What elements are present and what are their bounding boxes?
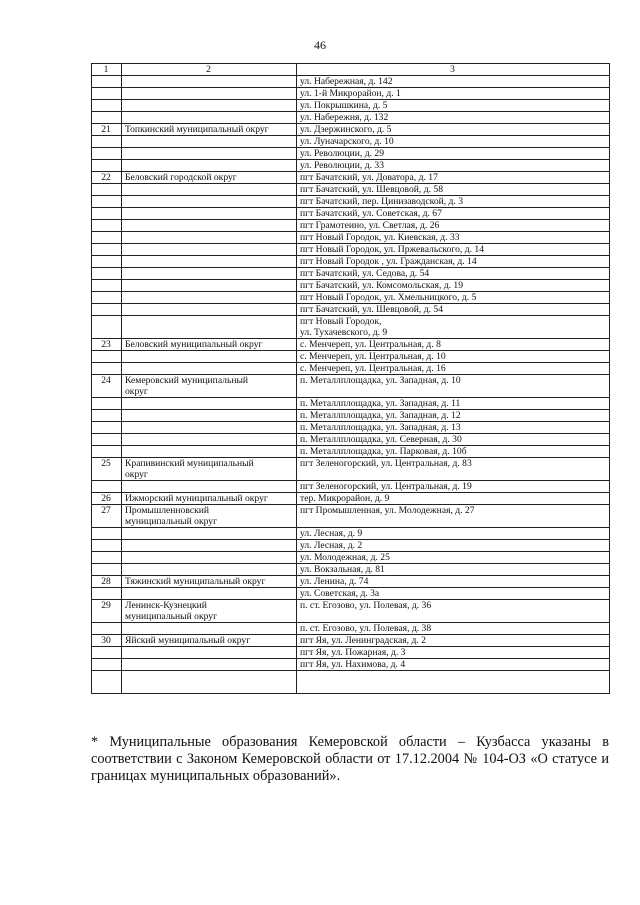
table-row — [92, 481, 610, 493]
district-cell — [122, 422, 297, 434]
district-name: Кемеровский муниципальный — [125, 375, 249, 386]
table-row — [92, 363, 610, 375]
table-row — [92, 446, 610, 458]
address-text: тер. Микрорайон, д. 9 — [300, 493, 390, 504]
district-cell — [122, 88, 297, 100]
district-cell — [122, 280, 297, 292]
district-cell — [122, 112, 297, 124]
district-cell — [122, 528, 297, 540]
address-cell — [297, 363, 610, 375]
row-number: 22 — [92, 172, 122, 184]
district-cell — [122, 304, 297, 316]
district-cell — [122, 339, 297, 351]
row-number — [92, 304, 122, 316]
district-cell — [122, 635, 297, 647]
table-row — [92, 659, 610, 671]
district-cell — [122, 647, 297, 659]
table-row — [92, 434, 610, 446]
header-col-1: 1 — [92, 64, 122, 76]
table-row — [92, 148, 610, 160]
address-cell — [297, 304, 610, 316]
address-text: пгт Бачатский, ул. Доватора, д. 17 — [300, 172, 438, 183]
address-cell — [297, 458, 610, 481]
district-name: Топкинский муниципальный округ — [125, 124, 269, 135]
row-number — [92, 136, 122, 148]
district-cell — [122, 659, 297, 671]
address-cell — [297, 220, 610, 232]
address-text: с. Менчереп, ул. Центральная, д. 10 — [300, 351, 446, 362]
district-cell — [122, 256, 297, 268]
row-number — [92, 268, 122, 280]
district-cell — [122, 351, 297, 363]
district-cell — [122, 100, 297, 112]
district-cell — [122, 160, 297, 172]
district-name: Беловский муниципальный округ — [125, 339, 263, 350]
row-number — [92, 540, 122, 552]
district-cell — [122, 576, 297, 588]
table-row — [92, 316, 610, 339]
row-number — [92, 588, 122, 600]
district-cell — [122, 458, 297, 481]
address-cell — [297, 600, 610, 623]
table-row — [92, 600, 610, 623]
table-row — [92, 184, 610, 196]
address-cell — [297, 623, 610, 635]
address-text: ул. Молодежная, д. 25 — [300, 552, 390, 563]
district-cell — [122, 600, 297, 623]
row-number — [92, 564, 122, 576]
address-text: пгт Бачатский, пер. Цинизаводской, д. 3 — [300, 196, 464, 207]
address-text: п. Металлплощадка, ул. Северная, д. 30 — [300, 434, 462, 445]
address-text: пгт Бачатский, ул. Советская, д. 67 — [300, 208, 442, 219]
table-row — [92, 88, 610, 100]
address-cell — [297, 410, 610, 422]
row-number — [92, 184, 122, 196]
address-cell — [297, 112, 610, 124]
district-name-cont: муниципальный округ — [125, 516, 218, 527]
address-cell — [297, 434, 610, 446]
table-row — [92, 410, 610, 422]
address-text: пгт Бачатский, ул. Комсомольская, д. 19 — [300, 280, 464, 291]
district-name: Ленинск-Кузнецкий — [125, 600, 207, 611]
address-text: пгт Бачатский, ул. Шевцовой, д. 58 — [300, 184, 443, 195]
address-cell — [297, 232, 610, 244]
address-cell — [297, 124, 610, 136]
table-row — [92, 208, 610, 220]
header-row — [92, 64, 610, 76]
row-number: 30 — [92, 635, 122, 647]
address-cell — [297, 481, 610, 493]
address-cell — [297, 351, 610, 363]
district-cell — [122, 232, 297, 244]
row-number — [92, 244, 122, 256]
row-number — [92, 112, 122, 124]
district-cell — [122, 124, 297, 136]
table-row — [92, 671, 610, 694]
table-row — [92, 172, 610, 184]
row-number — [92, 351, 122, 363]
table-row — [92, 647, 610, 659]
row-number — [92, 434, 122, 446]
district-cell — [122, 375, 297, 398]
row-number — [92, 196, 122, 208]
address-text: пгт Зеленогорский, ул. Центральная, д. 19 — [300, 481, 472, 492]
table-row — [92, 458, 610, 481]
address-text: пгт Новый Городок, — [300, 316, 382, 327]
address-text: пгт Яя, ул. Пожарная, д. 3 — [300, 647, 406, 658]
address-cell — [297, 268, 610, 280]
district-name: Крапивинский муниципальный — [125, 458, 254, 469]
table-row — [92, 256, 610, 268]
address-cell — [297, 576, 610, 588]
row-number: 29 — [92, 600, 122, 623]
district-name-cont: округ — [125, 386, 148, 397]
district-cell — [122, 76, 297, 88]
address-cell — [297, 659, 610, 671]
district-cell — [122, 136, 297, 148]
row-number — [92, 623, 122, 635]
address-cell — [297, 280, 610, 292]
row-number — [92, 481, 122, 493]
table-row — [92, 220, 610, 232]
address-text: п. Металлплощадка, ул. Западная, д. 10 — [300, 375, 461, 386]
header-col-3: 3 — [297, 64, 610, 76]
address-text: п. ст. Егозово, ул. Полевая, д. 36 — [300, 600, 432, 611]
table-row — [92, 623, 610, 635]
row-number — [92, 316, 122, 339]
address-cell — [297, 339, 610, 351]
row-number — [92, 363, 122, 375]
address-cell — [297, 208, 610, 220]
address-text: ул. Вокзальная, д. 81 — [300, 564, 385, 575]
row-number — [92, 100, 122, 112]
district-cell — [122, 184, 297, 196]
district-cell — [122, 208, 297, 220]
address-text: п. Металлплощадка, ул. Западная, д. 12 — [300, 410, 461, 421]
table-row — [92, 351, 610, 363]
table-row — [92, 552, 610, 564]
table-row — [92, 588, 610, 600]
row-number — [92, 292, 122, 304]
table-row — [92, 339, 610, 351]
district-name-cont: округ — [125, 469, 148, 480]
row-number — [92, 647, 122, 659]
district-cell — [122, 268, 297, 280]
table-row — [92, 292, 610, 304]
table-row — [92, 100, 610, 112]
address-cell — [297, 588, 610, 600]
district-cell — [122, 434, 297, 446]
address-text: пгт Бачатский, ул. Седова, д. 54 — [300, 268, 430, 279]
address-cell — [297, 398, 610, 410]
address-cell — [297, 505, 610, 528]
address-text: п. Металлплощадка, ул. Западная, д. 13 — [300, 422, 461, 433]
address-text: пгт Промышленная, ул. Молодежная, д. 27 — [300, 505, 475, 516]
address-text: с. Менчереп, ул. Центральная, д. 8 — [300, 339, 441, 350]
district-cell — [122, 398, 297, 410]
page-number: 46 — [314, 38, 326, 52]
row-number: 27 — [92, 505, 122, 528]
table-row — [92, 124, 610, 136]
table-row — [92, 375, 610, 398]
district-cell — [122, 220, 297, 232]
address-cell — [297, 671, 610, 694]
table-row — [92, 112, 610, 124]
district-cell — [122, 316, 297, 339]
table-row — [92, 540, 610, 552]
address-text: ул. Луначарского, д. 10 — [300, 136, 394, 147]
address-cell — [297, 88, 610, 100]
address-text: ул. Набережня, д. 132 — [300, 112, 389, 123]
district-cell — [122, 540, 297, 552]
district-cell — [122, 623, 297, 635]
table-row — [92, 232, 610, 244]
address-cell — [297, 540, 610, 552]
table-row — [92, 136, 610, 148]
district-name-cont: муниципальный округ — [125, 611, 218, 622]
address-text: ул. Лесная, д. 2 — [300, 540, 363, 551]
address-text: п. Металлплощадка, ул. Парковая, д. 10б — [300, 446, 467, 457]
row-number — [92, 208, 122, 220]
address-text: ул. Лесная, д. 9 — [300, 528, 363, 539]
row-number: 26 — [92, 493, 122, 505]
table-row — [92, 576, 610, 588]
address-text: пгт Яя, ул. Ленинградская, д. 2 — [300, 635, 426, 646]
district-cell — [122, 481, 297, 493]
address-text: ул. Революции, д. 29 — [300, 148, 384, 159]
address-cell — [297, 528, 610, 540]
address-cell — [297, 148, 610, 160]
district-cell — [122, 564, 297, 576]
row-number — [92, 398, 122, 410]
table-row — [92, 160, 610, 172]
row-number: 24 — [92, 375, 122, 398]
district-cell — [122, 172, 297, 184]
address-cell — [297, 292, 610, 304]
table-header — [92, 64, 610, 76]
row-number: 23 — [92, 339, 122, 351]
district-cell — [122, 493, 297, 505]
row-number — [92, 410, 122, 422]
table-row — [92, 505, 610, 528]
address-cell — [297, 316, 610, 339]
table-row — [92, 493, 610, 505]
address-text: ул. Советская, д. 3а — [300, 588, 380, 599]
address-cell — [297, 422, 610, 434]
address-text: ул. Покрышкина, д. 5 — [300, 100, 388, 111]
address-text: ул. Набережная, д. 142 — [300, 76, 393, 87]
address-cell — [297, 493, 610, 505]
district-cell — [122, 505, 297, 528]
table-row — [92, 244, 610, 256]
district-name: Ижморский муниципальный округ — [125, 493, 268, 504]
row-number — [92, 232, 122, 244]
address-cell — [297, 647, 610, 659]
address-cell — [297, 160, 610, 172]
address-cell — [297, 552, 610, 564]
address-cell — [297, 100, 610, 112]
address-text: пгт Новый Городок, ул. Пржевальского, д. 14 — [300, 244, 484, 255]
row-number — [92, 552, 122, 564]
address-text: пгт Новый Городок, ул. Хмельницкого, д. 5 — [300, 292, 477, 303]
row-number — [92, 160, 122, 172]
row-number — [92, 422, 122, 434]
district-cell — [122, 552, 297, 564]
district-cell — [122, 588, 297, 600]
table-row — [92, 280, 610, 292]
row-number — [92, 76, 122, 88]
address-cell — [297, 244, 610, 256]
table-row — [92, 76, 610, 88]
row-number: 21 — [92, 124, 122, 136]
table-row — [92, 422, 610, 434]
row-number — [92, 446, 122, 458]
table-body — [92, 76, 610, 694]
address-text: ул. Дзержинского, д. 5 — [300, 124, 392, 135]
district-cell — [122, 410, 297, 422]
row-number: 28 — [92, 576, 122, 588]
address-cell — [297, 136, 610, 148]
address-text: ул. Ленина, д. 74 — [300, 576, 369, 587]
district-name: Беловский городской округ — [125, 172, 237, 183]
address-text: ул. Революции, д. 33 — [300, 160, 384, 171]
table-row — [92, 304, 610, 316]
row-number — [92, 256, 122, 268]
district-cell — [122, 363, 297, 375]
address-cell — [297, 184, 610, 196]
table-row — [92, 196, 610, 208]
address-text: пгт Зеленогорский, ул. Центральная, д. 83 — [300, 458, 472, 469]
address-cell — [297, 375, 610, 398]
district-name: Промышленновский — [125, 505, 210, 516]
row-number — [92, 88, 122, 100]
address-text: пгт Грамотеино, ул. Светлая, д. 26 — [300, 220, 440, 231]
address-text: пгт Новый Городок , ул. Гражданская, д. 14 — [300, 256, 477, 267]
table-row — [92, 635, 610, 647]
footnote: * Муниципальные образования Кемеровской области – Кузбасса указаны в соответствии с Законом Кемеровской области от 17.12.2004 № 104-ОЗ «О статусе и границах муниципальных образований». — [91, 734, 609, 784]
table-row — [92, 564, 610, 576]
district-cell — [122, 244, 297, 256]
address-cell — [297, 76, 610, 88]
address-cell — [297, 635, 610, 647]
table-row — [92, 398, 610, 410]
district-cell — [122, 446, 297, 458]
address-cell — [297, 172, 610, 184]
address-text: пгт Бачатский, ул. Шевцовой, д. 54 — [300, 304, 443, 315]
address-cell — [297, 196, 610, 208]
row-number — [92, 659, 122, 671]
district-cell — [122, 671, 297, 694]
address-cell — [297, 564, 610, 576]
address-text: п. ст. Егозово, ул. Полевая, д. 38 — [300, 623, 432, 634]
row-number: 25 — [92, 458, 122, 481]
address-cell — [297, 256, 610, 268]
address-cell — [297, 446, 610, 458]
district-name: Тяжинский муниципальный округ — [125, 576, 266, 587]
address-text: пгт Яя, ул. Нахимова, д. 4 — [300, 659, 406, 670]
district-cell — [122, 148, 297, 160]
address-table — [91, 63, 610, 694]
row-number — [92, 220, 122, 232]
row-number — [92, 148, 122, 160]
row-number — [92, 671, 122, 694]
district-cell — [122, 196, 297, 208]
address-text: п. Металлплощадка, ул. Западная, д. 11 — [300, 398, 461, 409]
address-text-cont: ул. Тухачевского, д. 9 — [300, 327, 388, 338]
table-row — [92, 528, 610, 540]
row-number — [92, 280, 122, 292]
district-name: Яйский муниципальный округ — [125, 635, 251, 646]
header-col-2: 2 — [122, 64, 297, 76]
address-text: ул. 1-й Микрорайон, д. 1 — [300, 88, 401, 99]
address-text: с. Менчереп, ул. Центральная, д. 16 — [300, 363, 446, 374]
district-cell — [122, 292, 297, 304]
address-text: пгт Новый Городок, ул. Киевская, д. 33 — [300, 232, 460, 243]
table-row — [92, 268, 610, 280]
row-number — [92, 528, 122, 540]
